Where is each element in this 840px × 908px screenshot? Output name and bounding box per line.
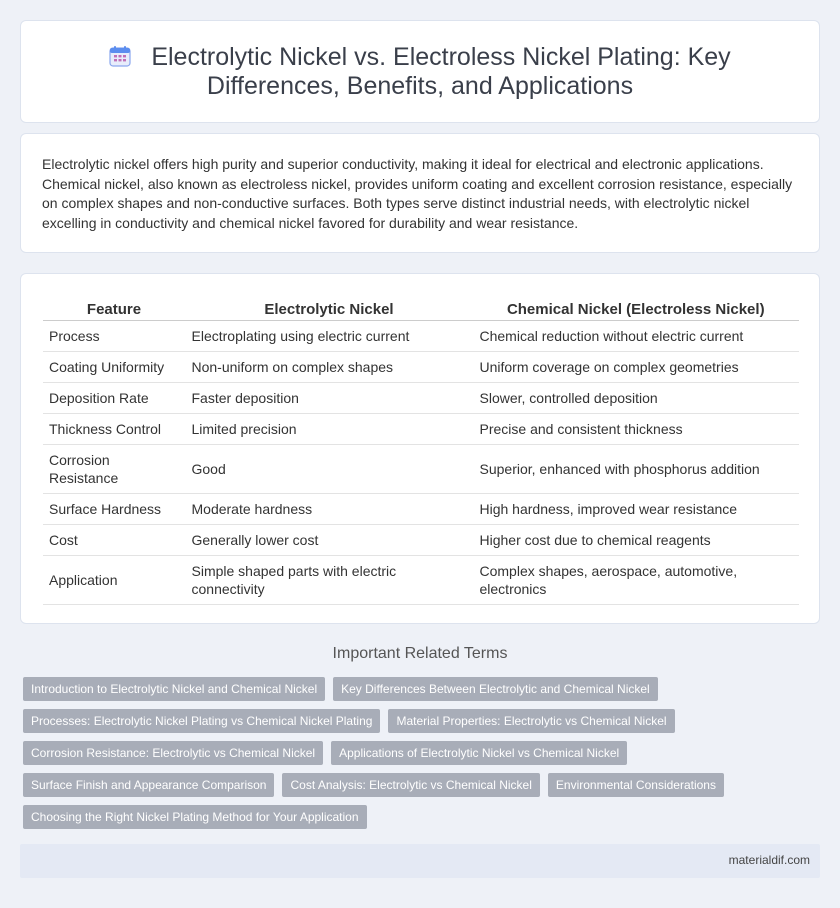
cell-feature: Corrosion Resistance [43,444,185,493]
related-term-link[interactable]: Corrosion Resistance: Electrolytic vs Chemical Nickel [23,741,323,765]
related-term-link[interactable]: Processes: Electrolytic Nickel Plating vs Chemical Nickel Plating [23,709,380,733]
related-term-link[interactable]: Surface Finish and Appearance Comparison [23,773,274,797]
related-term-link[interactable]: Material Properties: Electrolytic vs Chemical Nickel [388,709,674,733]
cell-electrolytic: Faster deposition [185,382,473,413]
related-term-link[interactable]: Introduction to Electrolytic Nickel and Chemical Nickel [23,677,325,701]
cell-feature: Surface Hardness [43,493,185,524]
page-title [51,43,789,101]
cell-chemical: Chemical reduction without electric current [473,320,799,351]
related-term-link[interactable]: Key Differences Between Electrolytic and Chemical Nickel [333,677,658,701]
page-title-text: Electrolytic Nickel vs. Electroless Nickel Plating: Key Differences, Benefits, and Applications [151,43,731,100]
cell-feature: Deposition Rate [43,382,185,413]
footer [20,844,820,878]
related-term-link[interactable]: Cost Analysis: Electrolytic vs Chemical Nickel [282,773,539,797]
table-row [43,351,799,382]
cell-chemical: Uniform coverage on complex geometries [473,351,799,382]
table-row [43,320,799,351]
header-electrolytic: Electrolytic Nickel [185,296,473,320]
cell-electrolytic: Simple shaped parts with electric connectivity [185,555,473,604]
cell-electrolytic: Limited precision [185,413,473,444]
table-header-row [43,296,799,320]
header-feature: Feature [43,296,185,320]
cell-chemical: Higher cost due to chemical reagents [473,524,799,555]
related-terms-list [23,677,803,829]
table-row [43,444,799,493]
cell-electrolytic: Moderate hardness [185,493,473,524]
table-row [43,413,799,444]
footer-site-link[interactable]: materialdif.com [728,853,810,867]
cell-electrolytic: Non-uniform on complex shapes [185,351,473,382]
title-card [20,20,820,123]
cell-chemical: High hardness, improved wear resistance [473,493,799,524]
cell-electrolytic: Generally lower cost [185,524,473,555]
cell-feature: Coating Uniformity [43,351,185,382]
intro-paragraph: Electrolytic nickel offers high purity and superior conductivity, making it ideal for electrical and electronic applications. Chemical nickel, also known as electroless nickel, provides uniform coating and excellent corrosion resistance, especially on complex shapes and non-conductive surfaces. Both types serve distinct industrial needs, with electrolytic nickel excelling in conductivity and chemical nickel favored for durability and wear resistance. [42,156,793,231]
cell-chemical: Complex shapes, aerospace, automotive, electronics [473,555,799,604]
cell-feature: Thickness Control [43,413,185,444]
table-row [43,382,799,413]
cell-chemical: Precise and consistent thickness [473,413,799,444]
related-terms-heading: Important Related Terms [332,645,508,662]
comparison-card [20,273,820,624]
related-term-link[interactable]: Applications of Electrolytic Nickel vs Chemical Nickel [331,741,627,765]
table-row [43,555,799,604]
cell-feature: Process [43,320,185,351]
related-term-link[interactable]: Environmental Considerations [548,773,724,797]
intro-card [20,133,820,253]
cell-chemical: Slower, controlled deposition [473,382,799,413]
cell-feature: Cost [43,524,185,555]
cell-chemical: Superior, enhanced with phosphorus addition [473,444,799,493]
related-term-link[interactable]: Choosing the Right Nickel Plating Method for Your Application [23,805,367,829]
header-chemical: Chemical Nickel (Electroless Nickel) [473,296,799,320]
comparison-table [43,296,799,605]
table-row [43,493,799,524]
cell-feature: Application [43,555,185,604]
cell-electrolytic: Good [185,444,473,493]
title-wrap [21,43,819,101]
calendar-icon [109,45,131,67]
cell-electrolytic: Electroplating using electric current [185,320,473,351]
table-row [43,524,799,555]
